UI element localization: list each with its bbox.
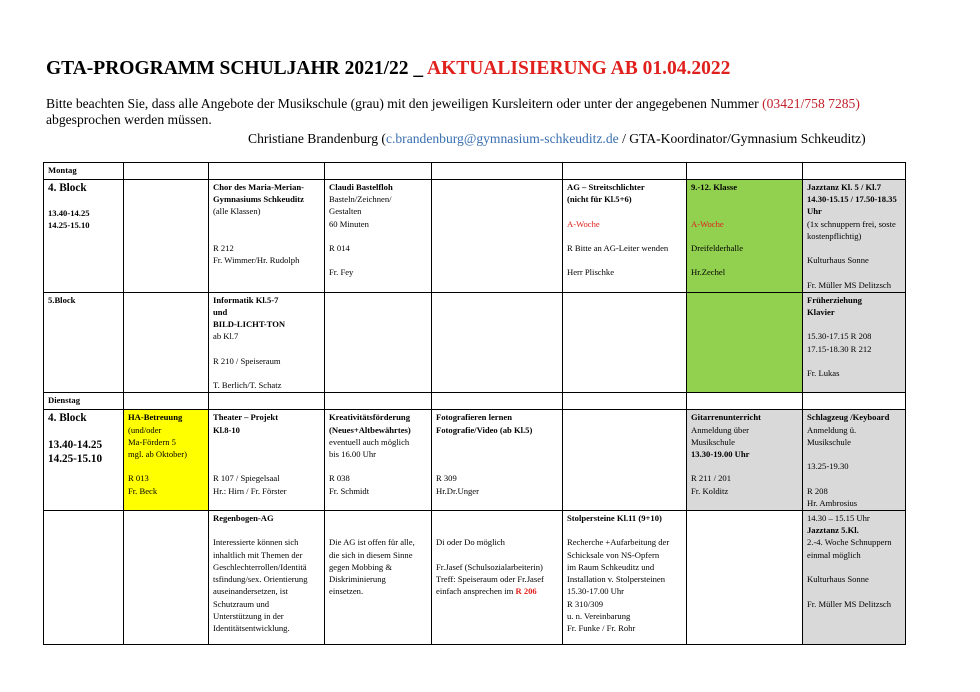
course-basteln: Claudi Bastelfloh Basteln/Zeichnen/ Gestalten 60 Minuten R 014 Fr. Fey bbox=[325, 180, 432, 293]
coordinator-email[interactable]: c.brandenburg@gymnasium-schkeuditz.de bbox=[385, 131, 619, 146]
coordinator-signature: Christiane Brandenburg (c.brandenburg@gymnasium-schkeuditz.de / GTA-Koordinator/Gymnasium Schkeuditz) bbox=[248, 131, 866, 146]
montag-block4-row bbox=[44, 180, 906, 293]
course-ha-betreuung: HA-Betreuung (und/oder Ma-Fördern 5 mgl. ab Oktober) R 013 Fr. Beck bbox=[124, 410, 209, 511]
dienstag-day-row bbox=[44, 393, 906, 410]
course-informatik: Informatik Kl.5-7 und BILD-LICHT-TON ab Kl.7 R 210 / Speiseraum T. Berlich/T. Schatz bbox=[209, 292, 325, 393]
course-schlagzeug: Schlagzeug /Keyboard Anmeldung ü. Musikschule 13.25-19.30 R 208 Hr. Ambrosius bbox=[803, 410, 906, 511]
room-badge: R 206 bbox=[515, 586, 537, 597]
course-stolpersteine: Stolpersteine Kl.11 (9+10) Recherche +Aufarbeitung der Schicksale von NS-Opfern im Raum Schkeuditz und Installation v. Stolpersteinen 15.30-17.00 Uhr R 310/309 u. n. Vereinbarung Fr. Funke / Fr. Rohr bbox=[563, 511, 687, 645]
course-streitschlichter: AG – Streitschlichter (nicht für Kl.5+6) A-Woche R Bitte an AG-Leiter wenden Herr Plischke bbox=[563, 180, 687, 293]
course-jazztanz: Jazztanz Kl. 5 / Kl.7 14.30-15.15 / 17.50-18.35 Uhr (1x schnuppern frei, soste kostenpflichtig) Kulturhaus Sonne Fr. Müller MS Delitzsch bbox=[803, 180, 906, 293]
course-sport-9-12: 9.-12. Klasse A-Woche Dreifelderhalle Hr.Zechel bbox=[687, 180, 803, 293]
dienstag-block4-row bbox=[44, 410, 906, 511]
course-gitarre: Gitarrenunterricht Anmeldung über Musikschule 13.30-19.00 Uhr R 211 / 201 Fr. Kolditz bbox=[687, 410, 803, 511]
course-kreativitaet: Kreativitätsförderung (Neues+Altbewährtes) eventuell auch möglich bis 16.00 Uhr R 038 Fr. Schmidt bbox=[325, 410, 432, 511]
day-label-dienstag: Dienstag bbox=[44, 393, 124, 410]
green-cell bbox=[687, 292, 803, 393]
montag-day-row bbox=[44, 163, 906, 180]
regenbogen-contact: Di oder Do möglich Fr.Jasef (Schulsozialarbeiterin) Treff: Speiseraum oder Fr.Jasef einfach ansprechen im R 206 bbox=[432, 511, 563, 645]
block-label: 5.Block bbox=[44, 292, 124, 393]
course-frueherziehung: Früherziehung Klavier 15.30-17.15 R 208 17.15-18.30 R 212 Fr. Lukas bbox=[803, 292, 906, 393]
schedule-table bbox=[43, 162, 906, 645]
day-label-montag: Montag bbox=[44, 163, 124, 180]
course-fotografie: Fotografieren lernen Fotografie/Video (ab Kl.5) R 309 Hr.Dr.Unger bbox=[432, 410, 563, 511]
regenbogen-info: Die AG ist offen für alle, die sich in diesem Sinne gegen Mobbing & Diskriminierung einsetzen. bbox=[325, 511, 432, 645]
block-label: 4. Block 13.40-14.25 14.25-15.10 bbox=[44, 410, 124, 511]
block-label: 4. Block 13.40-14.25 14.25-15.10 bbox=[44, 180, 124, 293]
course-theater: Theater – Projekt Kl.8-10 R 107 / Spiegelsaal Hr.: Hirn / Fr. Förster bbox=[209, 410, 325, 511]
course-chor: Chor des Maria-Merian- Gymnasiums Schkeuditz (alle Klassen) R 212 Fr. Wimmer/Hr. Rudolph bbox=[209, 180, 325, 293]
update-notice: AKTUALISIERUNG AB 01.04.2022 bbox=[426, 58, 731, 79]
course-jazztanz-5: 14.30 – 15.15 Uhr Jazztanz 5.Kl. 2.-4. Woche Schnuppern einmal möglich Kulturhaus Sonne Fr. Müller MS Delitzsch bbox=[803, 511, 906, 645]
dienstag-block5-row bbox=[44, 511, 906, 645]
montag-block5-row bbox=[44, 292, 906, 393]
course-regenbogen: Regenbogen-AG Interessierte können sich inhaltlich mit Themen der Geschlechterrollen/Identitä tsfindung/sex. Orientierung auseinandersetzen, ist Schutzraum und Unterstützung in der Identitätsentwicklung. bbox=[209, 511, 325, 645]
page-title: GTA-PROGRAMM SCHULJAHR 2021/22 _ AKTUALISIERUNG AB 01.04.2022 bbox=[46, 58, 731, 79]
phone-number: (03421/758 7285) bbox=[762, 96, 860, 111]
intro-paragraph: Bitte beachten Sie, dass alle Angebote der Musikschule (grau) mit den jeweiligen Kursleitern oder unter der angegebenen Nummer (03421/758 7285) abgesprochen werden müssen. bbox=[46, 96, 860, 127]
